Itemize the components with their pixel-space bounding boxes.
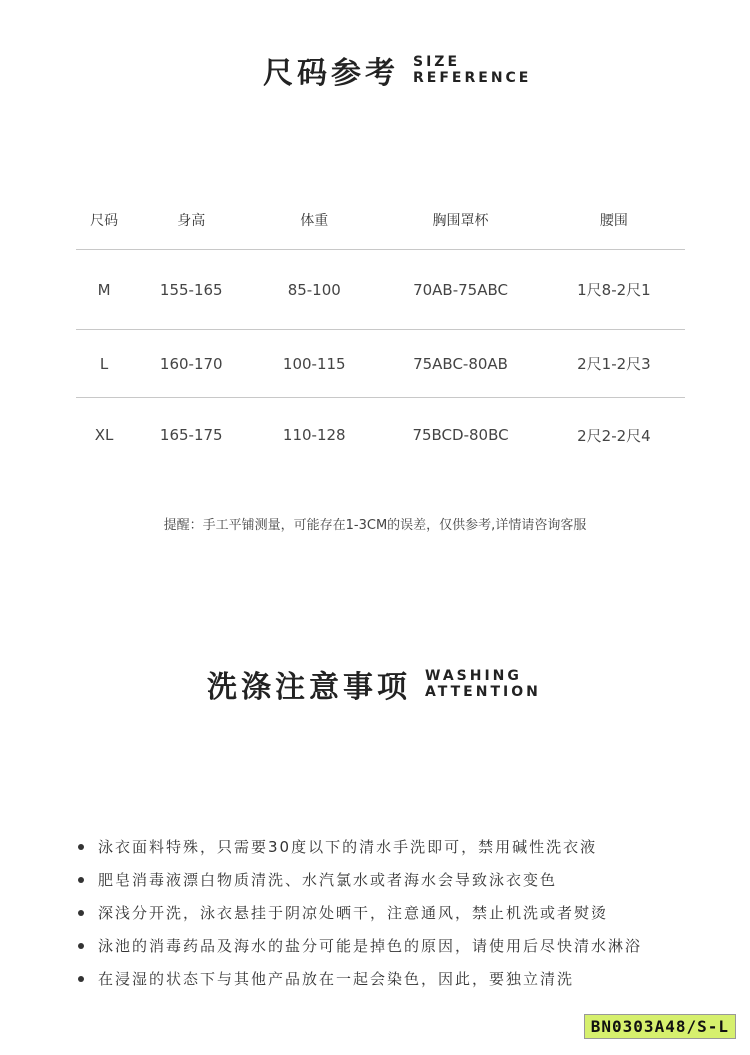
size-title-en-line1: SIZE <box>413 54 461 70</box>
washing-title-en <box>425 668 541 700</box>
size-table-header <box>76 190 685 250</box>
cell-bust-cup: 75BCD-80BC <box>412 426 509 444</box>
list-item-text: 泳池的消毒药品及海水的盐分可能是掉色的原因，请使用后尽快清水淋浴 <box>98 936 643 955</box>
product-code-tag: BN0303A48/S-L <box>584 1014 736 1039</box>
list-item-text: 在浸湿的状态下与其他产品放在一起会染色，因此，要独立清洗 <box>98 969 575 988</box>
size-title-en-line2: REFERENCE <box>413 70 532 86</box>
cell-waist: 2尺1-2尺3 <box>543 330 685 398</box>
size-title-cn: 尺码参考 <box>263 56 399 91</box>
list-item-text: 深浅分开洗，泳衣悬挂于阴凉处晒干，注意通风，禁止机洗或者熨烫 <box>98 903 609 922</box>
bullet-icon <box>78 910 84 916</box>
bullet-icon <box>78 943 84 949</box>
header-waist: 腰围 <box>543 190 685 250</box>
cell-bust-cup: 70AB-75ABC <box>378 250 543 330</box>
bullet-icon <box>78 844 84 850</box>
bullet-icon <box>78 877 84 883</box>
list-item <box>78 962 642 995</box>
washing-title-en-line2: ATTENTION <box>425 684 541 700</box>
cell-weight: 110-128 <box>282 426 346 444</box>
cell-waist: 2尺2-2尺4 <box>577 426 651 445</box>
cell-weight: 85-100 <box>250 250 378 330</box>
measurement-note: 提醒：手工平铺测量，可能存在1-3CM的误差，仅供参考,详情请咨询客服 <box>163 518 587 533</box>
cell-waist: 1尺8-2尺1 <box>543 250 685 330</box>
header-size: 尺码 <box>76 190 132 250</box>
table-row <box>76 398 685 473</box>
washing-list <box>78 830 642 995</box>
washing-title-cn: 洗涤注意事项 <box>207 670 411 705</box>
washing-title-en-line1: WASHING <box>425 668 522 684</box>
table-row <box>76 250 685 330</box>
washing-attention-title <box>207 662 541 706</box>
size-title-en <box>413 54 531 86</box>
list-item-text: 肥皂消毒液漂白物质清洗、水汽氯水或者海水会导致泳衣变色 <box>98 870 558 889</box>
header-height: 身高 <box>132 190 250 250</box>
list-item <box>78 830 642 863</box>
size-table <box>76 190 685 472</box>
cell-height: 155-165 <box>132 250 250 330</box>
cell-size: M <box>76 250 132 330</box>
list-item <box>78 863 642 896</box>
size-reference-title <box>263 48 531 92</box>
cell-height: 165-175 <box>159 426 223 444</box>
cell-size: L <box>76 330 132 398</box>
header-bust-cup: 胸围罩杯 <box>378 190 543 250</box>
list-item <box>78 929 642 962</box>
cell-weight: 100-115 <box>250 330 378 398</box>
list-item <box>78 896 642 929</box>
cell-bust-cup: 75ABC-80AB <box>378 330 543 398</box>
header-weight: 体重 <box>250 190 378 250</box>
cell-height: 160-170 <box>132 330 250 398</box>
list-item-text: 泳衣面料特殊，只需要30度以下的清水手洗即可，禁用碱性洗衣液 <box>98 837 598 856</box>
table-row <box>76 330 685 398</box>
bullet-icon <box>78 976 84 982</box>
cell-size: XL <box>94 426 114 444</box>
